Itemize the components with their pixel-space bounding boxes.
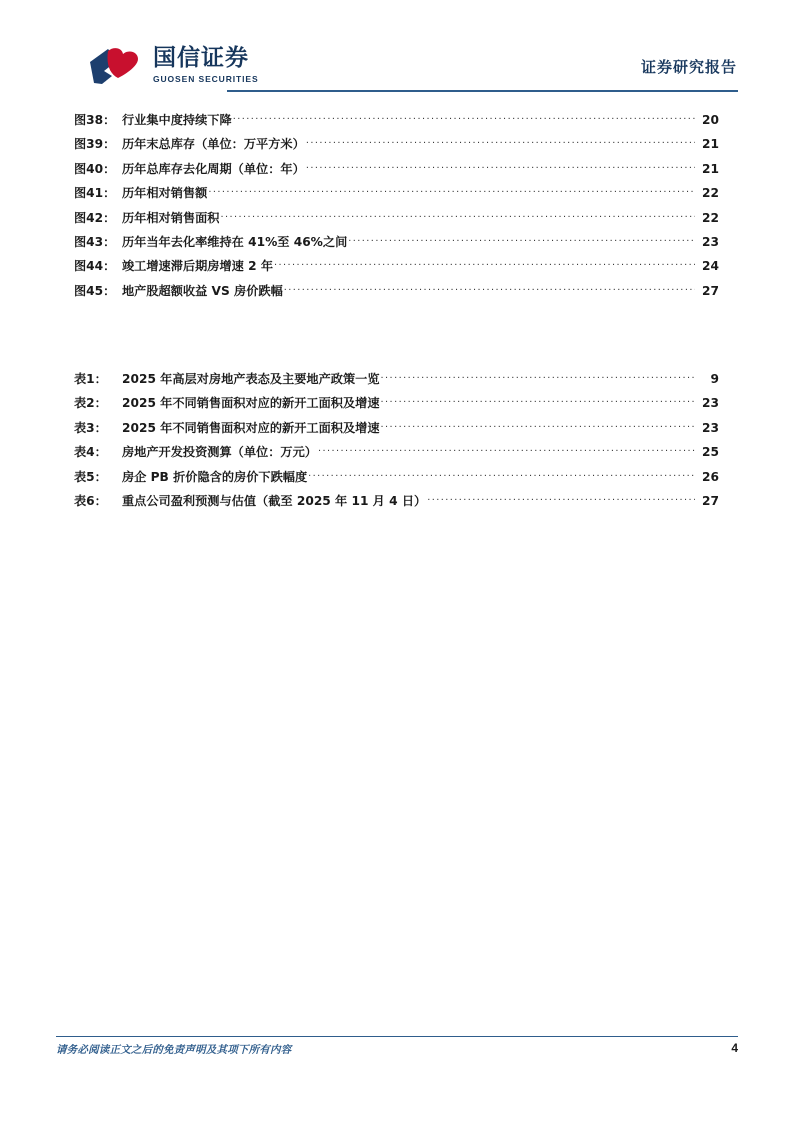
footer-divider [56,1036,738,1037]
leader-dots [274,256,695,270]
table-entry-title: 房企 PB 折价隐含的房价下跌幅度 [122,469,308,484]
table-entry-title: 房地产开发投资测算（单位：万元） [122,445,317,460]
table-entry[interactable] [74,491,719,515]
leader-dots [233,110,695,124]
figure-entry[interactable] [74,134,719,158]
figure-entry-label: 图43： [74,234,116,249]
figure-entry-title: 历年相对销售额 [122,186,208,201]
figure-entry-page-number: 21 [702,161,719,176]
guosen-logo-icon [88,47,144,85]
leader-dots [208,183,695,197]
report-type-label: 证券研究报告 [640,58,737,76]
leader-dots [306,159,695,173]
figure-entry-label: 图39： [74,137,116,152]
figure-entry-label: 图38： [74,113,116,127]
page-header [0,0,793,100]
table-entry-page-number: 27 [702,493,719,508]
leader-dots [381,393,695,407]
table-entry[interactable] [74,418,719,442]
page-footer [56,1036,738,1066]
table-entry-title: 2025 年高层对房地产表态及主要地产政策一览 [122,372,380,386]
leader-dots [284,281,695,295]
figure-entry-label: 图45： [74,283,116,298]
leader-dots [427,491,695,505]
brand-name-cn: 国信证券 [153,45,249,71]
figure-entry-label: 图40： [74,161,116,176]
table-entry-title: 2025 年不同销售面积对应的新开工面积及增速 [122,396,380,411]
figure-entry-label: 图41： [74,186,116,201]
table-entry-label: 表6： [74,493,107,508]
table-entry-page-number: 9 [710,372,719,386]
figure-entry[interactable] [74,183,719,207]
leader-dots [308,467,695,481]
table-entry[interactable] [74,442,719,466]
table-entry-label: 表4： [74,445,107,460]
figure-entry-title: 行业集中度持续下降 [122,113,232,127]
leader-dots [348,232,695,246]
table-entry-label: 表1： [74,372,107,386]
figure-entry-page-number: 22 [702,186,719,201]
figure-entry[interactable] [74,256,719,280]
leader-dots [306,134,695,148]
figure-entry-label: 图42： [74,210,116,225]
leader-dots [318,442,695,456]
brand-wordmark [153,46,259,85]
figure-entry-title: 地产股超额收益 VS 房价跌幅 [122,283,283,298]
table-entry-label: 表5： [74,469,107,484]
footer-disclaimer: 请务必阅读正文之后的免责声明及其项下所有内容 [56,1044,292,1056]
leader-dots [221,208,696,222]
figure-entry-page-number: 22 [702,210,719,225]
figure-entry-title: 历年总库存去化周期（单位：年） [122,161,305,176]
table-entry-page-number: 25 [702,445,719,460]
figure-entry[interactable] [74,281,719,305]
figure-entry[interactable] [74,232,719,256]
figure-index-list [74,110,719,305]
figure-entry-page-number: 24 [702,259,719,274]
header-divider [227,90,738,92]
figure-entry-title: 历年当年去化率维持在 41%至 46%之间 [122,234,348,249]
table-entry-title: 重点公司盈利预测与估值（截至 2025 年 11 月 4 日） [122,493,427,508]
table-entry-page-number: 23 [702,396,719,411]
figure-entry[interactable] [74,110,719,134]
figure-entry-page-number: 20 [702,113,719,127]
brand-logo [88,46,259,85]
table-entry-label: 表2： [74,396,107,411]
table-entry[interactable] [74,393,719,417]
table-entry-page-number: 26 [702,469,719,484]
figure-entry-page-number: 21 [702,137,719,152]
table-entry[interactable] [74,467,719,491]
brand-name-en: GUOSEN SECURITIES [153,74,259,84]
figure-entry-label: 图44： [74,259,116,274]
figure-entry-page-number: 23 [702,234,719,249]
table-entry-label: 表3： [74,420,107,435]
figure-entry-title: 历年相对销售面积 [122,210,220,225]
leader-dots [381,369,695,383]
footer-page-number: 4 [731,1041,738,1055]
table-entry[interactable] [74,369,719,393]
table-entry-title: 2025 年不同销售面积对应的新开工面积及增速 [122,420,380,435]
figure-entry[interactable] [74,208,719,232]
table-index-list [74,369,719,515]
figure-entry[interactable] [74,159,719,183]
figure-entry-page-number: 27 [702,283,719,298]
table-entry-page-number: 23 [702,420,719,435]
figure-entry-title: 历年末总库存（单位：万平方米） [122,137,305,152]
figure-entry-title: 竣工增速滞后期房增速 2 年 [122,259,274,274]
leader-dots [381,418,695,432]
